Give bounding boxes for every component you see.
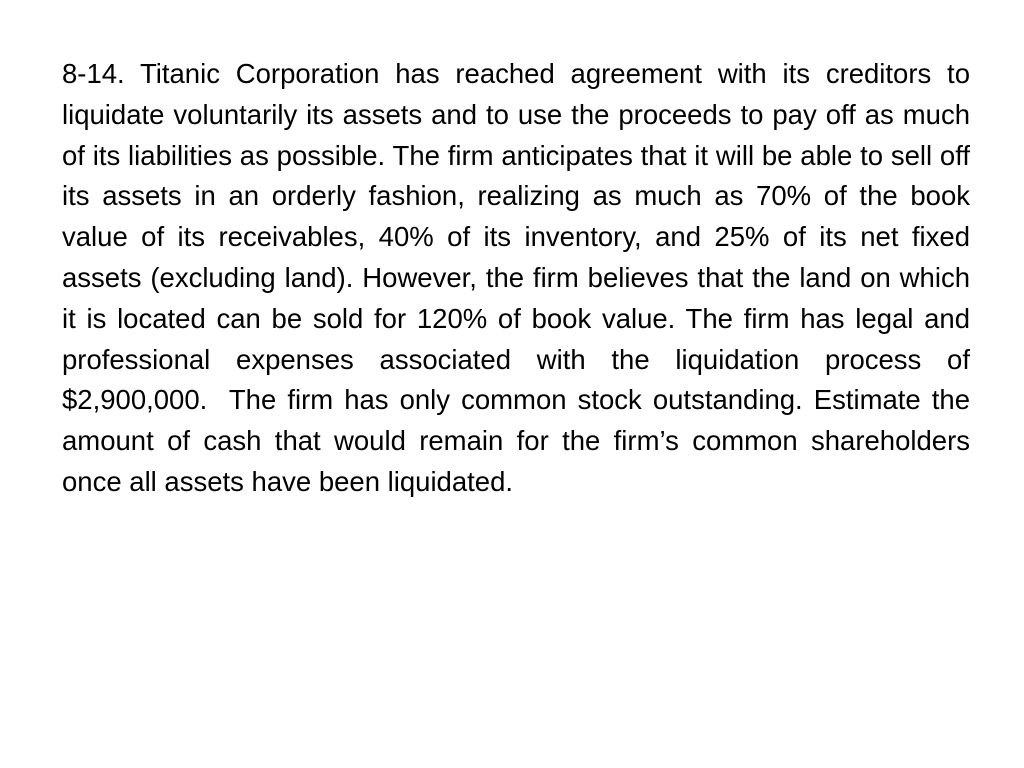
problem-statement: 8-14. Titanic Corporation has reached agreement with its creditors to liquidate voluntarily its assets and to use the proceeds to pay off as much of its liabilities as possible. The firm anticipates that it will be able to sell off its assets in an orderly fashion, realizing as much as 70% of the book value of its receivables, 40% of its inventory, and 25% of its net fixed assets (excluding land). However, the firm believes that the land on which it is located can be sold for 120% of book value. The firm has legal and professional expenses associated with the liquidation process of $2,900,000. The firm has only common stock outstanding. Estimate the amount of cash that would remain for the firm’s common shareholders once all assets have been liquidated. xyxy=(62,58,978,497)
